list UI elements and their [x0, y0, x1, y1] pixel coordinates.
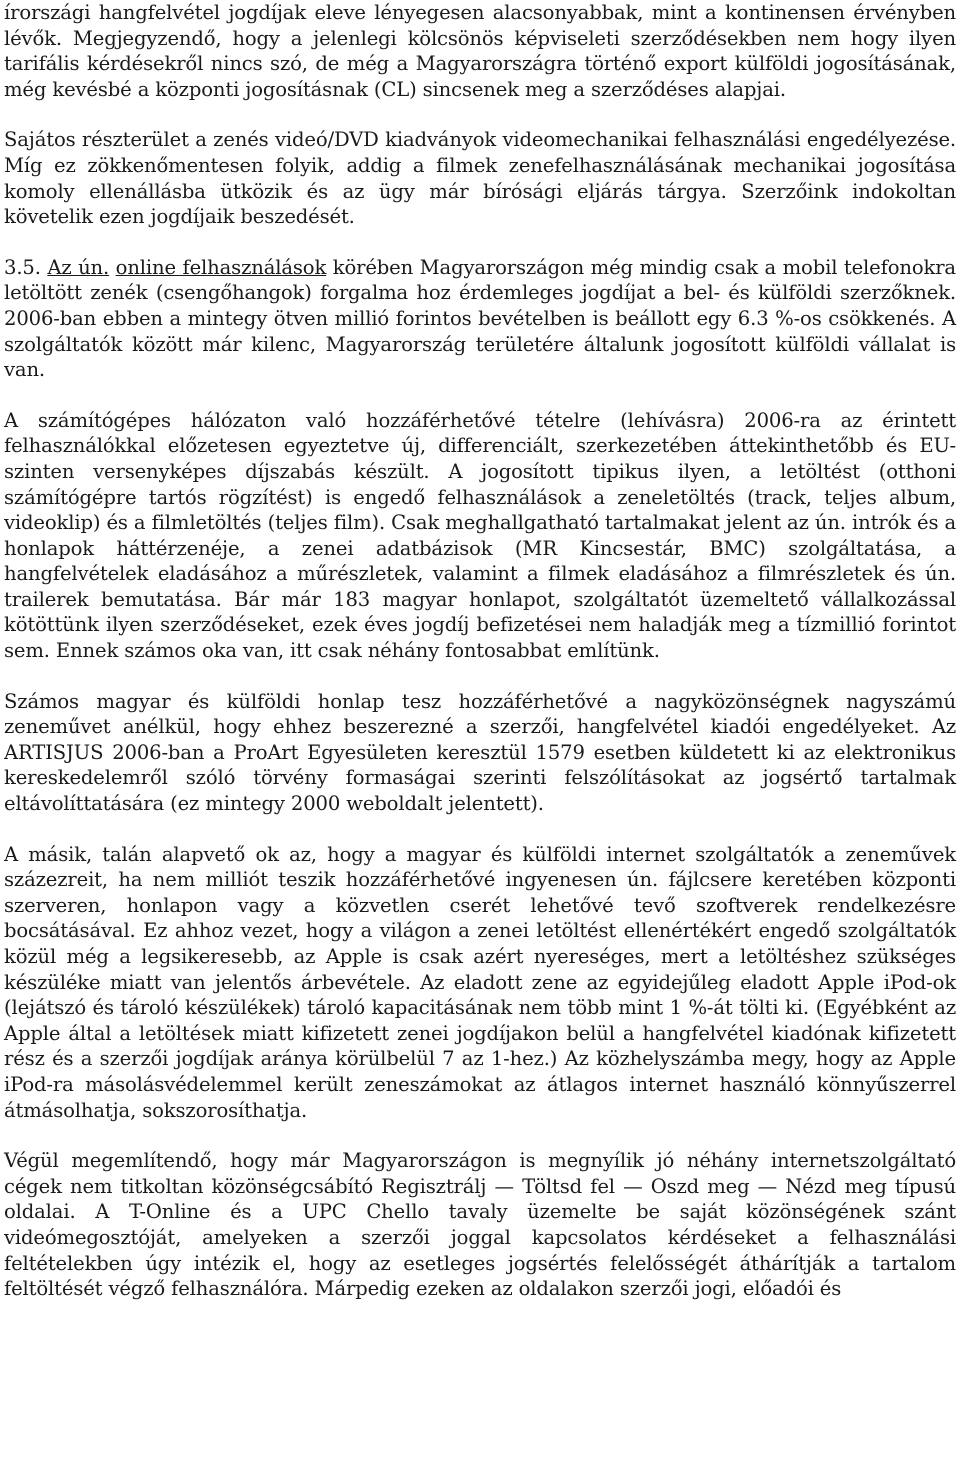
- paragraph-1: írországi hangfelvétel jogdíjak eleve lényegesen alacsonyabbak, mint a kontinensen érvényben lévők. Megjegyzendő, hogy a jelenlegi kölcsönös képviseleti szerződésekben nem hogy ilyen tarifális kérdésekről nincs szó, de még a Magyarországra történő export külföldi jogosításának, még kevésbé a központi jogosításnak (CL) sincsenek meg a szerződéses alapjai.: [4, 1, 956, 101]
- paragraph-3-body: körében Magyarországon még mindig csak a mobil telefonokra letöltött zenék (csengőhangok) forgalma hoz érdemleges jogdíjat a bel- és külföldi szerzőknek. 2006-ban ebben a mintegy ötven millió forintos bevételben is beállott egy 6.3 %-os csökkenés. A szolgáltatók között már kilenc, Magyarország területére általunk jogosított külföldi vállalat is van.: [4, 255, 956, 382]
- paragraph-2: Sajátos részterület a zenés videó/DVD kiadványok videomechanikai felhasználási engedélyezése. Míg ez zökkenőmentesen folyik, addig a filmek zenefelhasználásának mechanikai jogosítása komoly ellenállásba ütközik és az ügy már bírósági eljárás tárgya. Szerzőink indokoltan követelik ezen jogdíjaik beszedését.: [4, 128, 956, 229]
- section-term-online: online felhasználások: [115, 255, 327, 279]
- paragraph-5: Számos magyar és külföldi honlap tesz hozzáférhetővé a nagyközönségnek nagyszámú zeneművet anélkül, hogy ehhez beszerezné a szerzői, hangfelvétel kiadói engedélyeket. Az ARTISJUS 2006-ban a ProArt Egyesületen keresztül 1579 esetben küldetett ki az elektronikus kereskedelemről szóló törvény formaságai szerinti felszólításokat az jogsértő tartalmak eltávolíttatására (ez mintegy 2000 weboldalt jelentett).: [4, 689, 956, 816]
- paragraph-3-section-3-5: [4, 255, 956, 383]
- paragraph-4: A számítógépes hálózaton való hozzáférhetővé tételre (lehívásra) 2006-ra az érintett felhasználókkal előzetesen egyeztetve új, differenciált, szerkezetében áttekinthetőbb és EU-szinten versenyképes díjszabás készült. A jogosított tipikus ilyen, a letöltést (otthoni számítógépre tartós rögzítést) is engedő felhasználások a zeneletöltés (track, teljes album, videoklip) és a filmletöltés (teljes film). Csak meghallgatható tartalmakat jelent az ún. intrók és a honlapok háttérzenéje, a zenei adatbázisok (MR Kincsestár, BMC) szolgáltatása, a hangfelvételek eladásához a műrészletek, valamint a filmek eladásához a filmrészletek és ún. trailerek bemutatása. Bár már 183 magyar honlapot, szolgáltatót üzemeltető vállalkozással kötöttünk ilyen szerződéseket, ezek éves jogdíj befizetései nem haladják meg a tízmillió forintot sem. Ennek számos oka van, itt csak néhány fontosabbat említünk.: [4, 408, 956, 663]
- section-term-az-un: Az ún.: [47, 255, 110, 279]
- section-number: 3.5.: [4, 255, 41, 279]
- paragraph-7: Végül megemlítendő, hogy már Magyarországon is megnyílik jó néhány internetszolgáltató cégek nem titkoltan közönségcsábító Regisztrálj — Töltsd fel — Oszd meg — Nézd meg típusú oldalai. A T-Online és a UPC Chello tavaly üzemelte be saját közönségének szánt videómegosztóját, amelyeken a szerzői joggal kapcsolatos kérdéseket a felhasználási feltételekben úgy intézik el, hogy az esetleges jogsértés felelősségét áthárítják a tartalom feltöltését végző felhasználóra. Márpedig ezeken az oldalakon szerzői jogi, előadói és: [4, 1149, 956, 1301]
- paragraph-6: A másik, talán alapvető ok az, hogy a magyar és külföldi internet szolgáltatók a zeneművek százezreit, ha nem milliót teszik hozzáférhetővé ingyenesen ún. fájlcsere keretében központi szerveren, honlapon vagy a közvetlen cserét lehetővé tevő szoftverek rendelkezésre bocsátásával. Ez ahhoz vezet, hogy a világon a zenei letöltést ellenértékért engedő szolgáltatók közül még a legsikeresebb, az Apple is csak azért nyereséges, mert a letöltéshez szükséges készüléke miatt van jelentős árbevétele. Az eladott zene az egyidejűleg eladott Apple iPod-ok (lejátszó és tároló készülékek) tároló kapacitásának nem több mint 1 %-át tölti ki. (Egyébként az Apple által a letöltések miatt kifizetett zenei jogdíjakon belül a hangfelvétel kiadónak kifizetett rész és a szerzői jogdíjak aránya körülbelül 7 az 1-hez.) Az közhelyszámba megy, hogy az Apple iPod-ra másolásvédelemmel került zeneszámokat az átlagos internet használó könnyűszerrel átmásolhatja, sokszorosíthatja.: [4, 842, 956, 1122]
- document-page: [4, 0, 956, 1302]
